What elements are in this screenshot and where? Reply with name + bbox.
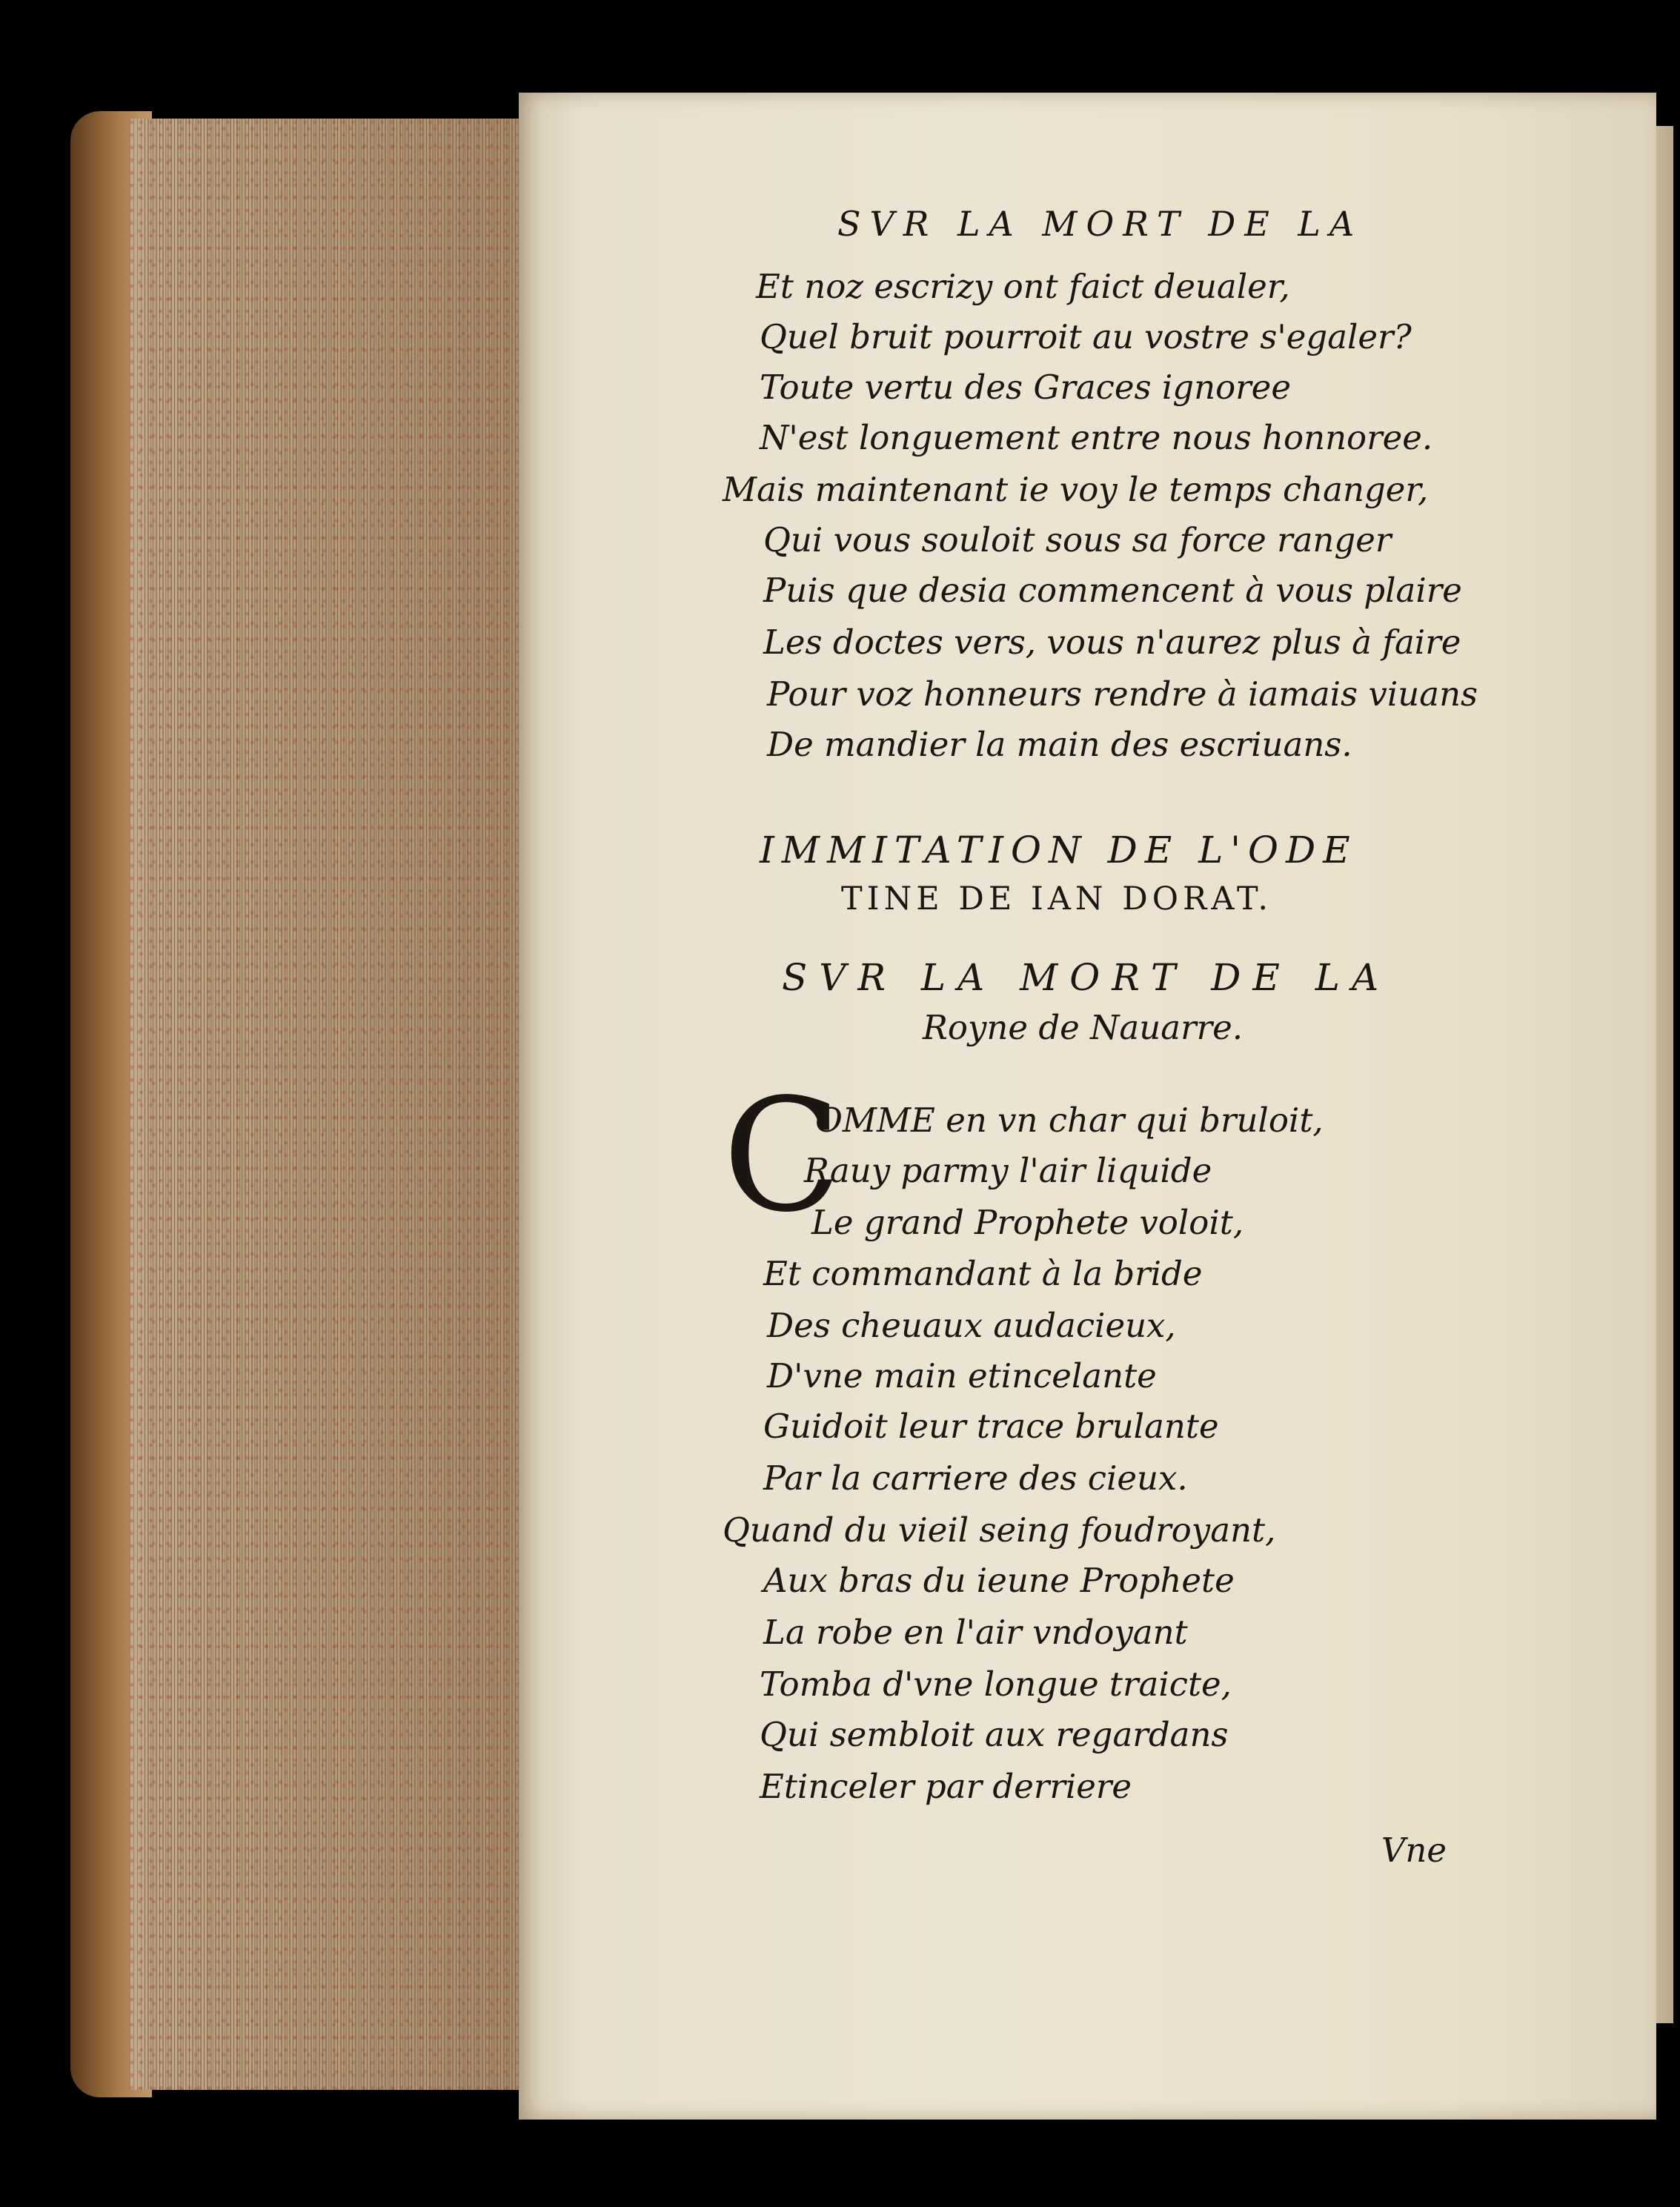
verse-line: Les doctes vers, vous n'aurez plus à faire: [763, 623, 1461, 662]
verse-line: Et noz escrizy ont faict deualer,: [756, 267, 1290, 306]
verse-line: La robe en l'air vndoyant: [763, 1613, 1188, 1652]
verse-line: Puis que desia commencent à vous plaire: [763, 571, 1462, 610]
poem-title-line2: TINE DE IAN DORAT.: [841, 880, 1273, 917]
verse-line: Toute vertu des Graces ignoree: [760, 368, 1291, 407]
verse-line: Rauy parmy l'air liquide: [804, 1151, 1212, 1190]
catchword: Vne: [1381, 1831, 1447, 1870]
verse-line: Qui vous souloit sous sa force ranger: [763, 520, 1392, 560]
verse-line: Quand du vieil seing foudroyant,: [723, 1510, 1276, 1550]
poem-subtitle: SVR LA MORT DE LA: [782, 956, 1391, 999]
verse-line: Des cheuaux audacieux,: [767, 1306, 1176, 1345]
running-head: SVR LA MORT DE LA: [837, 204, 1364, 244]
drop-cap: C: [723, 1065, 842, 1247]
verse-line: Pour voz honneurs rendre à iamais viuans: [767, 674, 1478, 714]
verse-line: Tomba d'vne longue traicte,: [760, 1665, 1232, 1704]
poem-title: IMMITATION DE L'ODE: [760, 829, 1358, 872]
verse-line: Mais maintenant ie voy le temps changer,: [723, 470, 1429, 509]
poem-subtitle-line2: Royne de Nauarre.: [923, 1008, 1244, 1047]
verse-line: Qui sembloit aux regardans: [760, 1715, 1229, 1754]
verse-line: Etinceler par derriere: [760, 1767, 1132, 1806]
verse-line: Le grand Prophete voloit,: [811, 1203, 1244, 1242]
verse-line: Aux bras du ieune Prophete: [763, 1561, 1235, 1600]
verse-line: OMME en vn char qui bruloit,: [815, 1101, 1324, 1140]
verse-line: De mandier la main des escriuans.: [767, 725, 1352, 764]
verse-line: Guidoit leur trace brulante: [763, 1407, 1219, 1446]
verse-line: N'est longuement entre nous honnoree.: [760, 418, 1433, 457]
verse-line: Et commandant à la bride: [763, 1254, 1203, 1293]
verse-line: D'vne main etincelante: [767, 1356, 1157, 1395]
page-edges: [130, 119, 530, 2090]
verse-line: Par la carriere des cieux.: [763, 1458, 1188, 1498]
verse-line: Quel bruit pourroit au vostre s'egaler?: [760, 317, 1412, 356]
